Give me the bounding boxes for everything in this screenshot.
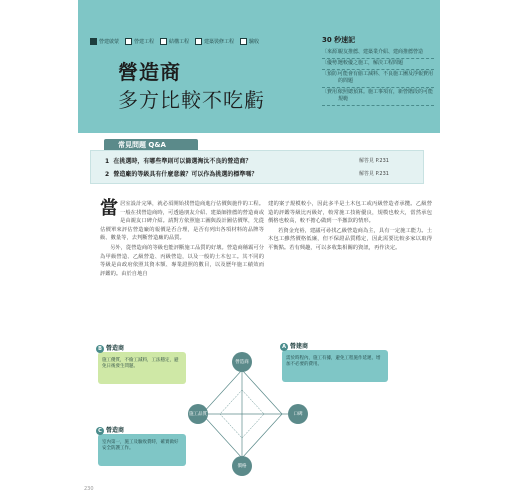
drop-cap: 當 (100, 198, 118, 219)
callout-b: B 營造商 施工優質，不偷工減料，工法穩定，避免日後發生問題。 (98, 352, 186, 384)
quick-memo (322, 35, 434, 106)
faq-answer-ref: 解答見 P.231 (359, 171, 389, 177)
checkbox-icon (240, 38, 247, 45)
category-item: 營建工程 (125, 38, 154, 45)
faq-section (90, 139, 422, 181)
checkbox-icon (160, 38, 167, 45)
faq-box (90, 150, 424, 184)
paragraph: 另外，從營造商的等級也能評斷施工品質的好壞。營造商稱霸可分為甲級營造、乙級營造、丙級營造，以及一般的土木包工。其不同的等級是由政府依照其資本額、專業證照的數目，以及歷年施工績效而評鑑的。由於自地自 (100, 244, 264, 277)
callout-a: A 營建商 需於時程內，施工有據，避免工程施作延遲、增加不必要的費用。 (282, 350, 388, 382)
checkbox-icon (125, 38, 132, 45)
category-item: 驗收 (240, 38, 259, 45)
memo-item: 〔費用〕 依照總預算。施工事項有，新營階段的可能規範 (322, 88, 434, 106)
relationship-diagram (92, 338, 432, 478)
body-column-right (268, 200, 432, 254)
category-item: 結構工程 (160, 38, 189, 45)
page-title: 營造商 (118, 60, 181, 84)
diagram-node: 價格 (232, 456, 252, 476)
paragraph: 若資金充裕，建議可尋找乙級營造商為主，具有一定施工能力。土木包工雖然價格低廉，但不保證品質穩定，因此需要比較多家以取得平衡點。若有興趣，可以多收集相關的資訊，再作決定。 (268, 227, 432, 251)
memo-item: 〔預防〕 可能會有偷工減料、不良施工團及浮報費用的問題 (322, 70, 434, 88)
memo-item: 〔優勢〕 選較優之施工，解決工程問題 (322, 59, 434, 70)
paragraph: 建的案子規模較小，因此多半是土木包工或丙級營造者承攬。乙級營造的評鑑等級比丙級好，較常施工技術優良，規模也較大，當然承包價格也較高，較不擔心做到一半撤款的情形。 (268, 201, 432, 225)
category-item: 營建啟蒙 (90, 38, 119, 45)
memo-title: 30 秒速記 (322, 36, 356, 44)
callout-c: C 營造商 室內第一，施工及驗收費時，確實做好安全防護工作。 (98, 434, 186, 466)
diagram-node: 口碑 (288, 404, 308, 424)
document-page (78, 0, 440, 500)
faq-tab: 常見問題 Q&A (104, 139, 198, 151)
faq-question: 1 在挑選時，有哪些準則可以篩選淘汰不良的營造商？ (105, 158, 252, 165)
checkbox-icon (90, 38, 97, 45)
faq-question: 2 營造廠的等級具有什麼意義？可以作為挑選的標準嗎？ (105, 171, 258, 178)
title-banner (78, 0, 440, 133)
faq-answer-ref: 解答見 P.231 (359, 158, 389, 164)
paragraph: 當居室設計完畢，就必須開始找營造商進行估價與施作的工程。一般在找營造商時，可透過朋友介紹、建築師推薦的營造商或是由親友口碑介紹。請對方依照施工圖與設計圖估價單，先從估價單來評估營造廠的報價是否合理，是否有列出各項材料的品牌等級、數量等，去判斷營造廠的品質。 (100, 198, 264, 242)
page-subtitle: 多方比較不吃虧 (118, 88, 265, 112)
diagram-node: 營造商 (232, 352, 252, 372)
category-item: 建築裝修工程 (195, 38, 234, 45)
checkbox-icon (195, 38, 202, 45)
body-column-left (100, 200, 264, 279)
memo-item: 〔來源〕 親友推薦、建築業介紹、建商推薦營造 (322, 48, 434, 59)
diagram-node: 施工品質 (188, 404, 208, 424)
category-bar (90, 38, 259, 45)
page-number: 230 (84, 486, 94, 492)
